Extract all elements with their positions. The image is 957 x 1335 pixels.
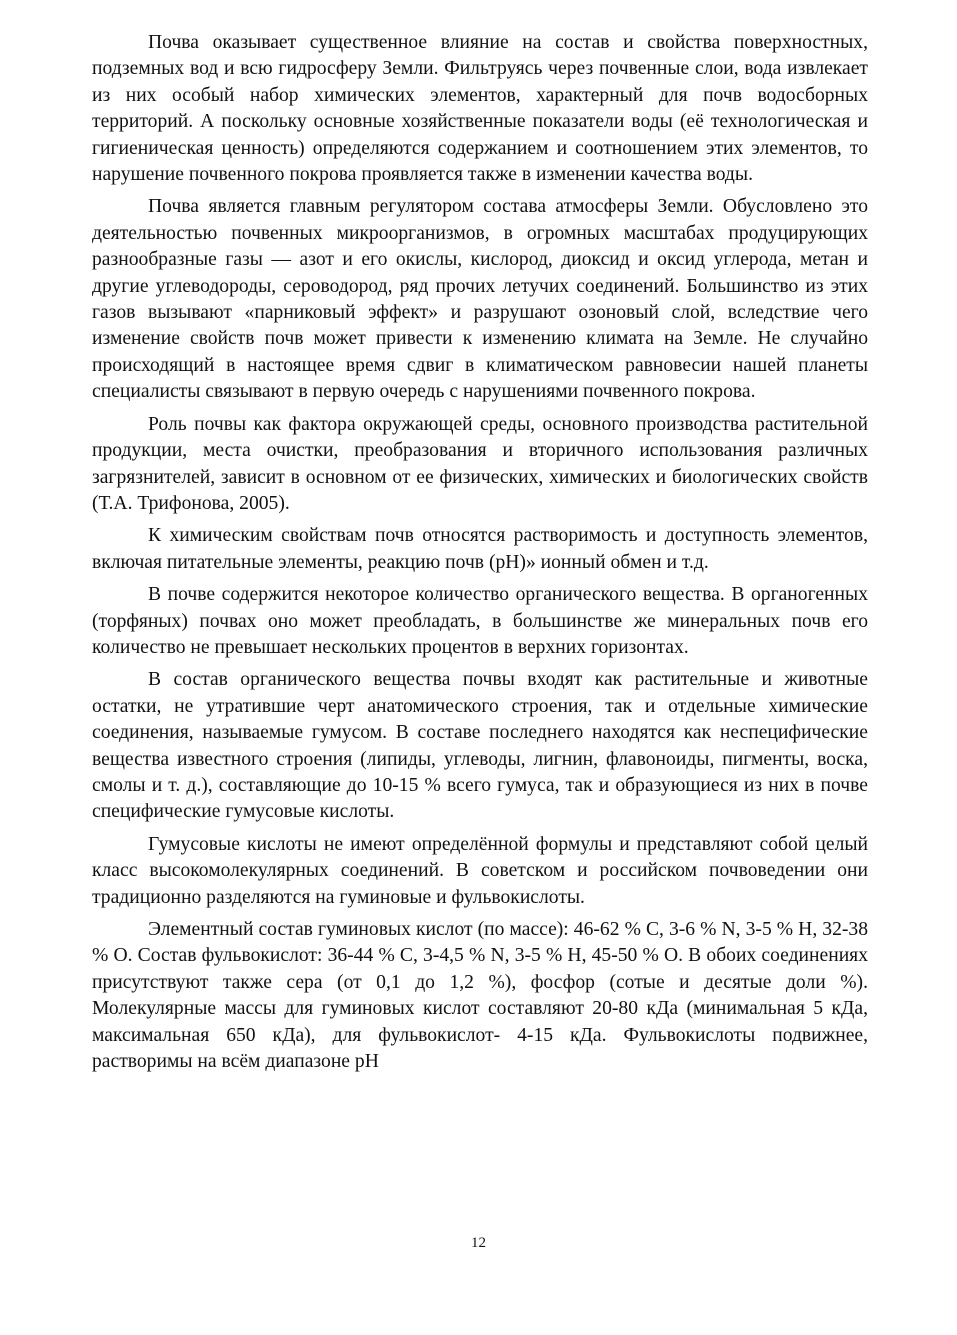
page-number: 12 bbox=[471, 1235, 486, 1251]
paragraph: Роль почвы как фактора окружающей среды, основного производства растительной продукции, места очистки, преобразования и вторичного использования различных загрязнителей, зависит в основном от ее физических, химических и биологических свойств (Т.А. Трифонова, 2005). bbox=[92, 413, 868, 514]
paragraph: Почва является главным регулятором состава атмосферы Земли. Обусловлено это деятельностью почвенных микроорганизмов, в огромных масштабах продуцирующих разнообразные газы — азот и его окислы, кислород, диоксид и оксид углерода, метан и другие углеводороды, сероводород, ряд прочих летучих соединений. Большинство из этих газов вызывают «парниковый эффект» и разрушают озоновый слой, вследствие чего изменение свойств почв может привести к изменению климата на Земле. Не случайно происходящий в настоящее время сдвиг в климатическом равновесии нашей планеты специалисты связывают в первую очередь с нарушениями почвенного покрова. bbox=[92, 196, 868, 403]
paragraph: Гумусовые кислоты не имеют определённой формулы и представляют собой целый класс высокомолекулярных соединений. В советском и российском почвоведении они традиционно разделяются на гуминовые и фульвокислоты. bbox=[92, 833, 868, 908]
paragraph: Почва оказывает существенное влияние на состав и свойства поверхностных, подземных вод и всю гидросферу Земли. Фильтруясь через почвенные слои, вода извлекает из них особый набор химических элементов, характерный для почв водосборных территорий. А поскольку основные хозяйственные показатели воды (её технологическая и гигиеническая ценность) определяются содержанием и соотношением этих элементов, то нарушение почвенного покрова проявляется также в изменении качества воды. bbox=[92, 32, 868, 186]
paragraph: В состав органического вещества почвы входят как растительные и животные остатки, не утратившие черт анатомического строения, так и отдельные химические соединения, называемые гумусом. В составе последнего находятся как неспецифические вещества известного строения (липиды, углеводы, лигнин, флавоноиды, пигменты, воска, смолы и т. д.), составляющие до 10-15 % всего гумуса, так и образующиеся из них в почве специфические гумусовые кислоты. bbox=[92, 669, 868, 823]
paragraph: К химическим свойствам почв относятся растворимость и доступность элементов, включая питательные элементы, реакцию почв (рН)» ионный обмен и т.д. bbox=[92, 525, 868, 573]
paragraph: Элементный состав гуминовых кислот (по массе): 46-62 % С, 3-6 % N, 3-5 % Н, 32-38 % О. Состав фульвокислот: 36-44 % С, 3-4,5 % N, 3-5 % Н, 45-50 % О. В обоих соединениях присутствуют также сера (от 0,1 до 1,2 %), фосфор (сотые и десятые доли %). Молекулярные массы для гуминовых кислот составляют 20-80 кДа (минимальная 5 кДа, максимальная 650 кДа), для фульвокислот- 4-15 кДа. Фульвокислоты подвижнее, растворимы на всём диапазоне рН bbox=[92, 919, 868, 1073]
document-page bbox=[92, 30, 868, 1081]
paragraph: В почве содержится некоторое количество органического вещества. В органогенных (торфяных) почвах оно может преобладать, в большинстве же минеральных почв его количество не превышает нескольких процентов в верхних горизонтах. bbox=[92, 584, 868, 658]
